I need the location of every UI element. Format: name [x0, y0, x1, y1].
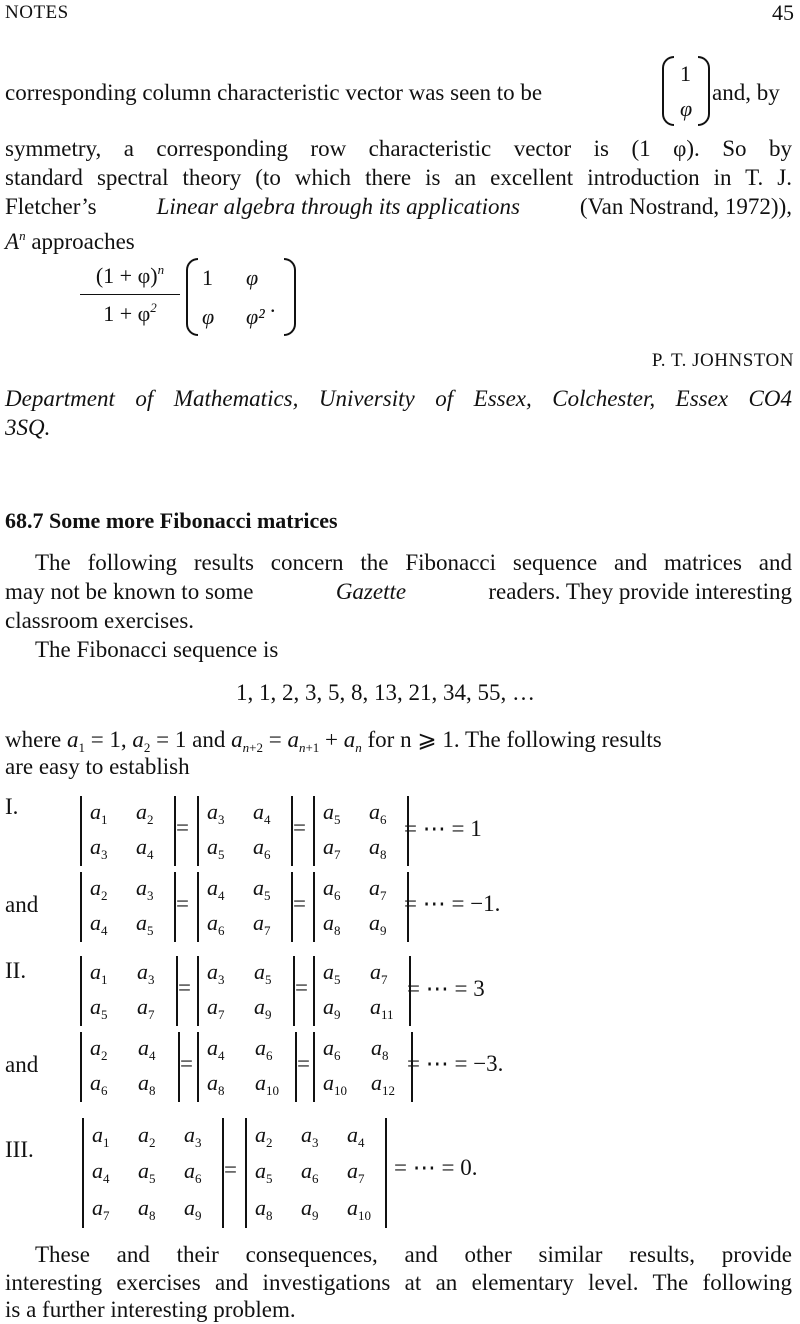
det-entry: $a_3$: [207, 959, 225, 987]
det-entry: $a_1$: [92, 1121, 110, 1150]
det-entry: $a_5$: [136, 910, 154, 938]
fraction-denominator: $1 + \varphi^2$: [103, 300, 157, 326]
vector-entry-1: 1: [680, 60, 691, 86]
det-entry: $a_8$: [138, 1195, 156, 1224]
det-entry: $a_2$: [255, 1121, 273, 1150]
det-entry: $a_3$: [184, 1121, 202, 1150]
det-entry: $a_6$: [323, 875, 341, 903]
det-entry: $a_6$: [184, 1158, 202, 1187]
det-entry: $a_9$: [301, 1195, 319, 1224]
equals-sign: =: [180, 1051, 193, 1076]
det-entry: $a_6$: [323, 1035, 341, 1063]
det-entry: $a_7$: [369, 875, 387, 903]
det-entry: $a_6$: [253, 834, 271, 862]
fraction-bar: [80, 294, 180, 295]
det-entry: $a_{11}$: [370, 994, 394, 1022]
det-entry: $a_4$: [92, 1158, 110, 1187]
page-number: 45: [772, 0, 794, 25]
vector-entry-2: φ: [680, 95, 693, 121]
det-entry: $a_9$: [254, 994, 272, 1022]
result-I-and-value: = ⋯ = −1.: [404, 891, 501, 916]
det-entry: $a_5$: [255, 1158, 273, 1187]
det-entry: $a_8$: [255, 1195, 273, 1224]
column-vector: [662, 56, 710, 126]
para2-line3: classroom exercises.: [5, 608, 195, 633]
det-entry: $a_3$: [137, 959, 155, 987]
equals-sign: =: [293, 891, 306, 916]
det-entry: $a_4$: [90, 910, 108, 938]
det-entry: $a_3$: [90, 834, 108, 862]
author-name: P. T. JOHNSTON: [651, 350, 794, 371]
determinant-II-2: [197, 956, 295, 1026]
determinant-I-3: [313, 796, 409, 866]
affiliation-line2: 3SQ.: [5, 415, 51, 440]
det-entry: $a_2$: [138, 1121, 156, 1150]
running-head: NOTES: [5, 2, 69, 23]
affiliation-line1: Department of Mathematics, University of Essex, Colchester, Essex CO4: [5, 386, 792, 411]
det-entry: $a_5$: [254, 959, 272, 987]
fibonacci-sequence: 1, 1, 2, 3, 5, 8, 13, 21, 34, 55, …: [236, 680, 535, 705]
det-entry: $a_8$: [371, 1035, 389, 1063]
det-entry: $a_4$: [253, 799, 271, 827]
matrix-entry: φ: [202, 303, 215, 329]
para1-line2: symmetry, a corresponding row characteristic vector is (1 φ). So by: [5, 136, 792, 161]
det-entry: $a_{10}$: [255, 1070, 279, 1098]
determinant-I-2: [197, 796, 293, 866]
det-entry: $a_5$: [90, 994, 108, 1022]
det-entry: $a_{10}$: [347, 1195, 371, 1224]
det-entry: $a_3$: [136, 875, 154, 903]
det-entry: $a_4$: [136, 834, 154, 862]
journal-name: Gazette: [335, 579, 407, 604]
para3-line1: where $a_1 = 1$, $a_2 = 1$ and $a_{n+2} = a_{n+1} + a_n$ for n ⩾ 1. The following results: [5, 727, 662, 755]
det-entry: $a_1$: [90, 799, 108, 827]
det-entry: $a_2$: [90, 875, 108, 903]
result-III-value: = ⋯ = 0.: [394, 1155, 478, 1180]
determinant-I-1: [80, 796, 176, 866]
det-entry: $a_5$: [253, 875, 271, 903]
det-entry: $a_5$: [207, 834, 225, 862]
matrix-entry: φ: [246, 264, 259, 290]
result-label-III: III.: [5, 1137, 34, 1162]
result-II-and-value: = ⋯ = −3.: [407, 1051, 504, 1076]
det-entry: $a_6$: [255, 1035, 273, 1063]
para2-line2: may not be known to some Gazette readers. They provide interesting: [5, 579, 792, 604]
determinant-III-1: [82, 1118, 224, 1228]
det-entry: $a_7$: [253, 910, 271, 938]
determinant-II_and-1: [80, 1032, 180, 1102]
det-entry: $a_6$: [369, 799, 387, 827]
determinant-II-3: [313, 956, 411, 1026]
book-title: Linear algebra through its applications: [156, 194, 520, 219]
matrix-entry: 1: [202, 264, 213, 290]
result-label-I: I.: [5, 794, 19, 819]
determinant-I_and-2: [197, 872, 293, 942]
det-entry: $a_6$: [301, 1158, 319, 1187]
para1-line1-pre: corresponding column characteristic vector was seen to be: [5, 80, 543, 105]
det-entry: $a_4$: [138, 1035, 156, 1063]
det-entry: $a_{10}$: [323, 1070, 347, 1098]
determinant-III-2: [245, 1118, 387, 1228]
equals-sign: =: [224, 1157, 237, 1182]
det-entry: $a_4$: [207, 1035, 225, 1063]
det-entry: $a_8$: [323, 910, 341, 938]
det-entry: $a_7$: [323, 834, 341, 862]
matrix-entry: φ²: [246, 303, 265, 329]
result-label-and-1: and: [5, 892, 39, 917]
author-ref: Fletcher’s: [5, 194, 97, 219]
det-entry: $a_{12}$: [371, 1070, 395, 1098]
det-entry: $a_8$: [138, 1070, 156, 1098]
det-entry: $a_7$: [92, 1195, 110, 1224]
det-entry: $a_5$: [323, 799, 341, 827]
section-title: 68.7 Some more Fibonacci matrices: [5, 508, 338, 533]
det-entry: $a_5$: [138, 1158, 156, 1187]
result-label-and-2: and: [5, 1052, 39, 1077]
det-entry: $a_2$: [136, 799, 154, 827]
para1-line1-post: and, by: [712, 80, 780, 105]
matrix-exponent: n: [19, 228, 26, 243]
det-entry: $a_2$: [90, 1035, 108, 1063]
det-entry: $a_6$: [207, 910, 225, 938]
para2-line1: The following results concern the Fibonacci sequence and matrices and: [35, 550, 792, 575]
determinant-II_and-2: [197, 1032, 297, 1102]
equals-sign: =: [176, 891, 189, 916]
det-entry: $a_6$: [90, 1070, 108, 1098]
equals-sign: =: [295, 975, 308, 1000]
det-entry: $a_7$: [347, 1158, 365, 1187]
det-entry: $a_7$: [207, 994, 225, 1022]
det-entry: $a_1$: [90, 959, 108, 987]
matrix-symbol: A: [5, 229, 20, 254]
result-I-value: = ⋯ = 1: [404, 816, 482, 841]
para1-line4: [5, 192, 792, 221]
approaches-text: approaches: [31, 229, 135, 254]
publisher-ref: (Van Nostrand, 1972)),: [579, 194, 792, 219]
para4-line1: These and their consequences, and other similar results, provide: [35, 1242, 792, 1267]
det-entry: $a_3$: [207, 799, 225, 827]
det-entry: $a_4$: [347, 1121, 365, 1150]
result-II-value: = ⋯ = 3: [407, 976, 485, 1001]
det-entry: $a_7$: [370, 959, 388, 987]
det-entry: $a_9$: [323, 994, 341, 1022]
det-entry: $a_3$: [301, 1121, 319, 1150]
para4-line2: interesting exercises and investigations at an elementary level. The following: [5, 1270, 792, 1295]
equals-sign: =: [297, 1051, 310, 1076]
determinant-I_and-1: [80, 872, 176, 942]
det-entry: $a_9$: [369, 910, 387, 938]
det-entry: $a_7$: [137, 994, 155, 1022]
para4-line3: is a further interesting problem.: [5, 1297, 296, 1322]
para3-line2: are easy to establish: [5, 754, 190, 779]
det-entry: $a_8$: [369, 834, 387, 862]
formula-period: .: [270, 292, 276, 317]
determinant-II-1: [80, 956, 178, 1026]
det-entry: $a_5$: [323, 959, 341, 987]
fraction-numerator: $(1 + \varphi)^n$: [95, 262, 165, 288]
equals-sign: =: [176, 815, 189, 840]
determinant-I_and-3: [313, 872, 409, 942]
matrix-2x2: [186, 258, 296, 336]
equals-sign: =: [178, 975, 191, 1000]
determinant-II_and-3: [313, 1032, 413, 1102]
det-entry: $a_9$: [184, 1195, 202, 1224]
equals-sign: =: [293, 815, 306, 840]
para1-line3: standard spectral theory (to which there is an excellent introduction in T. J.: [5, 165, 792, 190]
para1-line5: [5, 221, 135, 256]
result-label-II: II.: [5, 958, 27, 983]
det-entry: $a_8$: [207, 1070, 225, 1098]
para2-line4: The Fibonacci sequence is: [35, 637, 279, 662]
det-entry: $a_4$: [207, 875, 225, 903]
